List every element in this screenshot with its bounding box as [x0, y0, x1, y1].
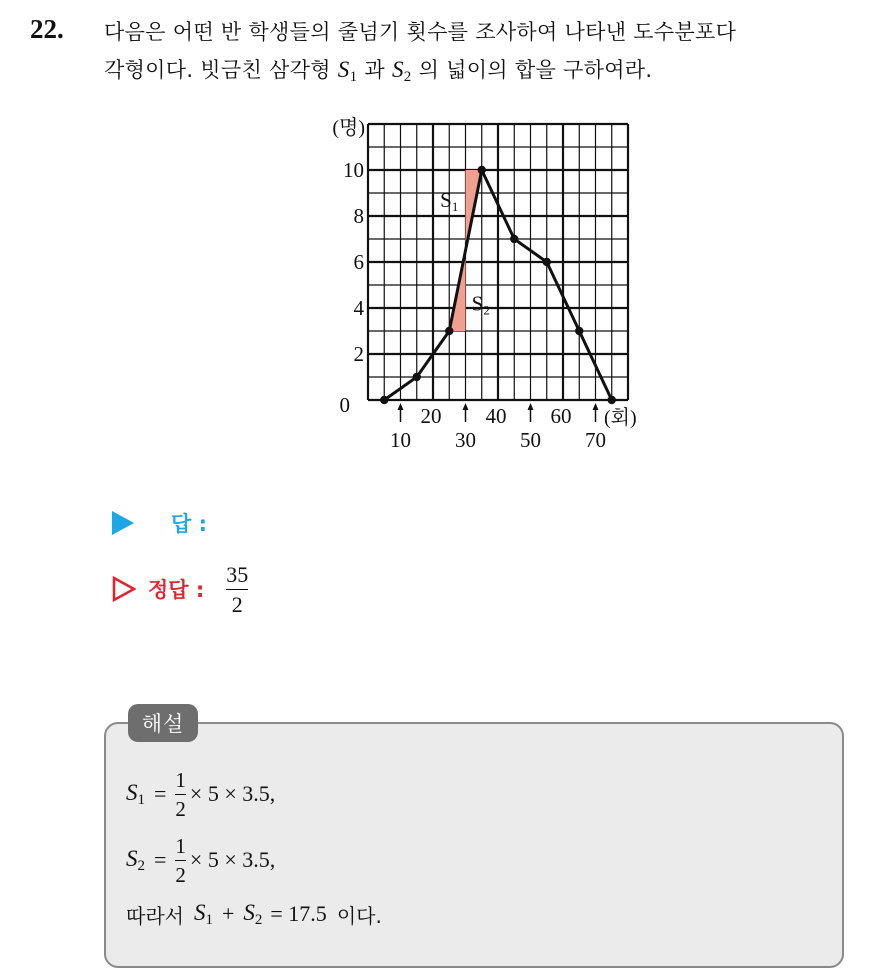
equation-conclusion: 따라서 $S_1$ + $S_2$ = 17.5 이다. — [126, 899, 382, 928]
question-text — [104, 14, 864, 96]
x-tick-label-upper: 20 — [420, 404, 442, 428]
x-tick-label-upper: 60 — [550, 404, 572, 428]
shade-label-s1-sub: 1 — [451, 198, 459, 214]
y-tick-label: 0 — [339, 393, 350, 417]
x-tick-label-lower: 30 — [455, 428, 476, 452]
data-point — [510, 235, 518, 243]
frequency-polygon-chart — [316, 112, 656, 462]
data-point — [543, 258, 551, 266]
explanation-tab: 해설 — [128, 704, 198, 742]
question-line-2: 각형이다. 빗금친 삼각형 $S_1$ 과 $S_2$ 의 넓이의 합을 구하여라. — [104, 57, 653, 85]
y-tick-label: 10 — [343, 158, 364, 182]
y-tick-label: 4 — [353, 296, 364, 320]
x-tick-label-lower: 10 — [390, 428, 411, 452]
data-point — [478, 166, 486, 174]
answer-label: 답 : — [171, 512, 207, 536]
equation-s2: $S_2$ = $\frac{1}{2}$ × 5 × 3.5, — [126, 833, 276, 887]
answer-row — [112, 505, 207, 541]
shade-label-s1: S1 — [440, 187, 459, 214]
x-tick-arrowhead — [398, 403, 404, 410]
equation-s1: $S_1$ = $\frac{1}{2}$ × 5 × 3.5, — [126, 767, 276, 821]
y-tick-label: 2 — [353, 342, 364, 366]
y-tick-label: 6 — [353, 250, 364, 274]
x-tick-label-lower: 70 — [585, 428, 606, 452]
half-fraction: $\frac{1}{2}$ — [175, 833, 186, 887]
data-point — [608, 396, 616, 404]
data-point — [413, 373, 421, 381]
shade-label-s2: S2 — [471, 291, 490, 318]
outline-triangle-icon — [112, 576, 136, 602]
x-tick-label-lower: 50 — [520, 428, 541, 452]
y-tick-label: 8 — [353, 204, 364, 228]
question-line-1: 다음은 어떤 반 학생들의 줄넘기 횟수를 조사하여 나타낸 도수분포다 — [104, 20, 737, 44]
half-fraction: $\frac{1}{2}$ — [175, 767, 186, 821]
s2-symbol: $S_2$ — [391, 57, 412, 85]
y-axis-label: (명) — [332, 117, 365, 139]
x-tick-arrowhead — [593, 403, 599, 410]
play-triangle-icon — [112, 511, 134, 535]
question-number: 22. — [30, 14, 64, 44]
x-tick-label-upper: 40 — [485, 404, 507, 428]
x-tick-arrowhead — [528, 403, 534, 410]
x-axis-label: (회) — [604, 407, 637, 429]
correct-answer-row — [112, 558, 248, 620]
data-point — [445, 327, 453, 335]
correct-answer-fraction: $\frac{35}{2}$ — [226, 561, 249, 617]
data-point — [575, 327, 583, 335]
shade-label-s2-sub: 2 — [483, 302, 490, 318]
correct-answer-label: 정답 : — [148, 578, 205, 602]
x-tick-arrowhead — [463, 403, 469, 410]
s1-symbol: $S_1$ — [337, 57, 358, 85]
data-point — [380, 396, 388, 404]
